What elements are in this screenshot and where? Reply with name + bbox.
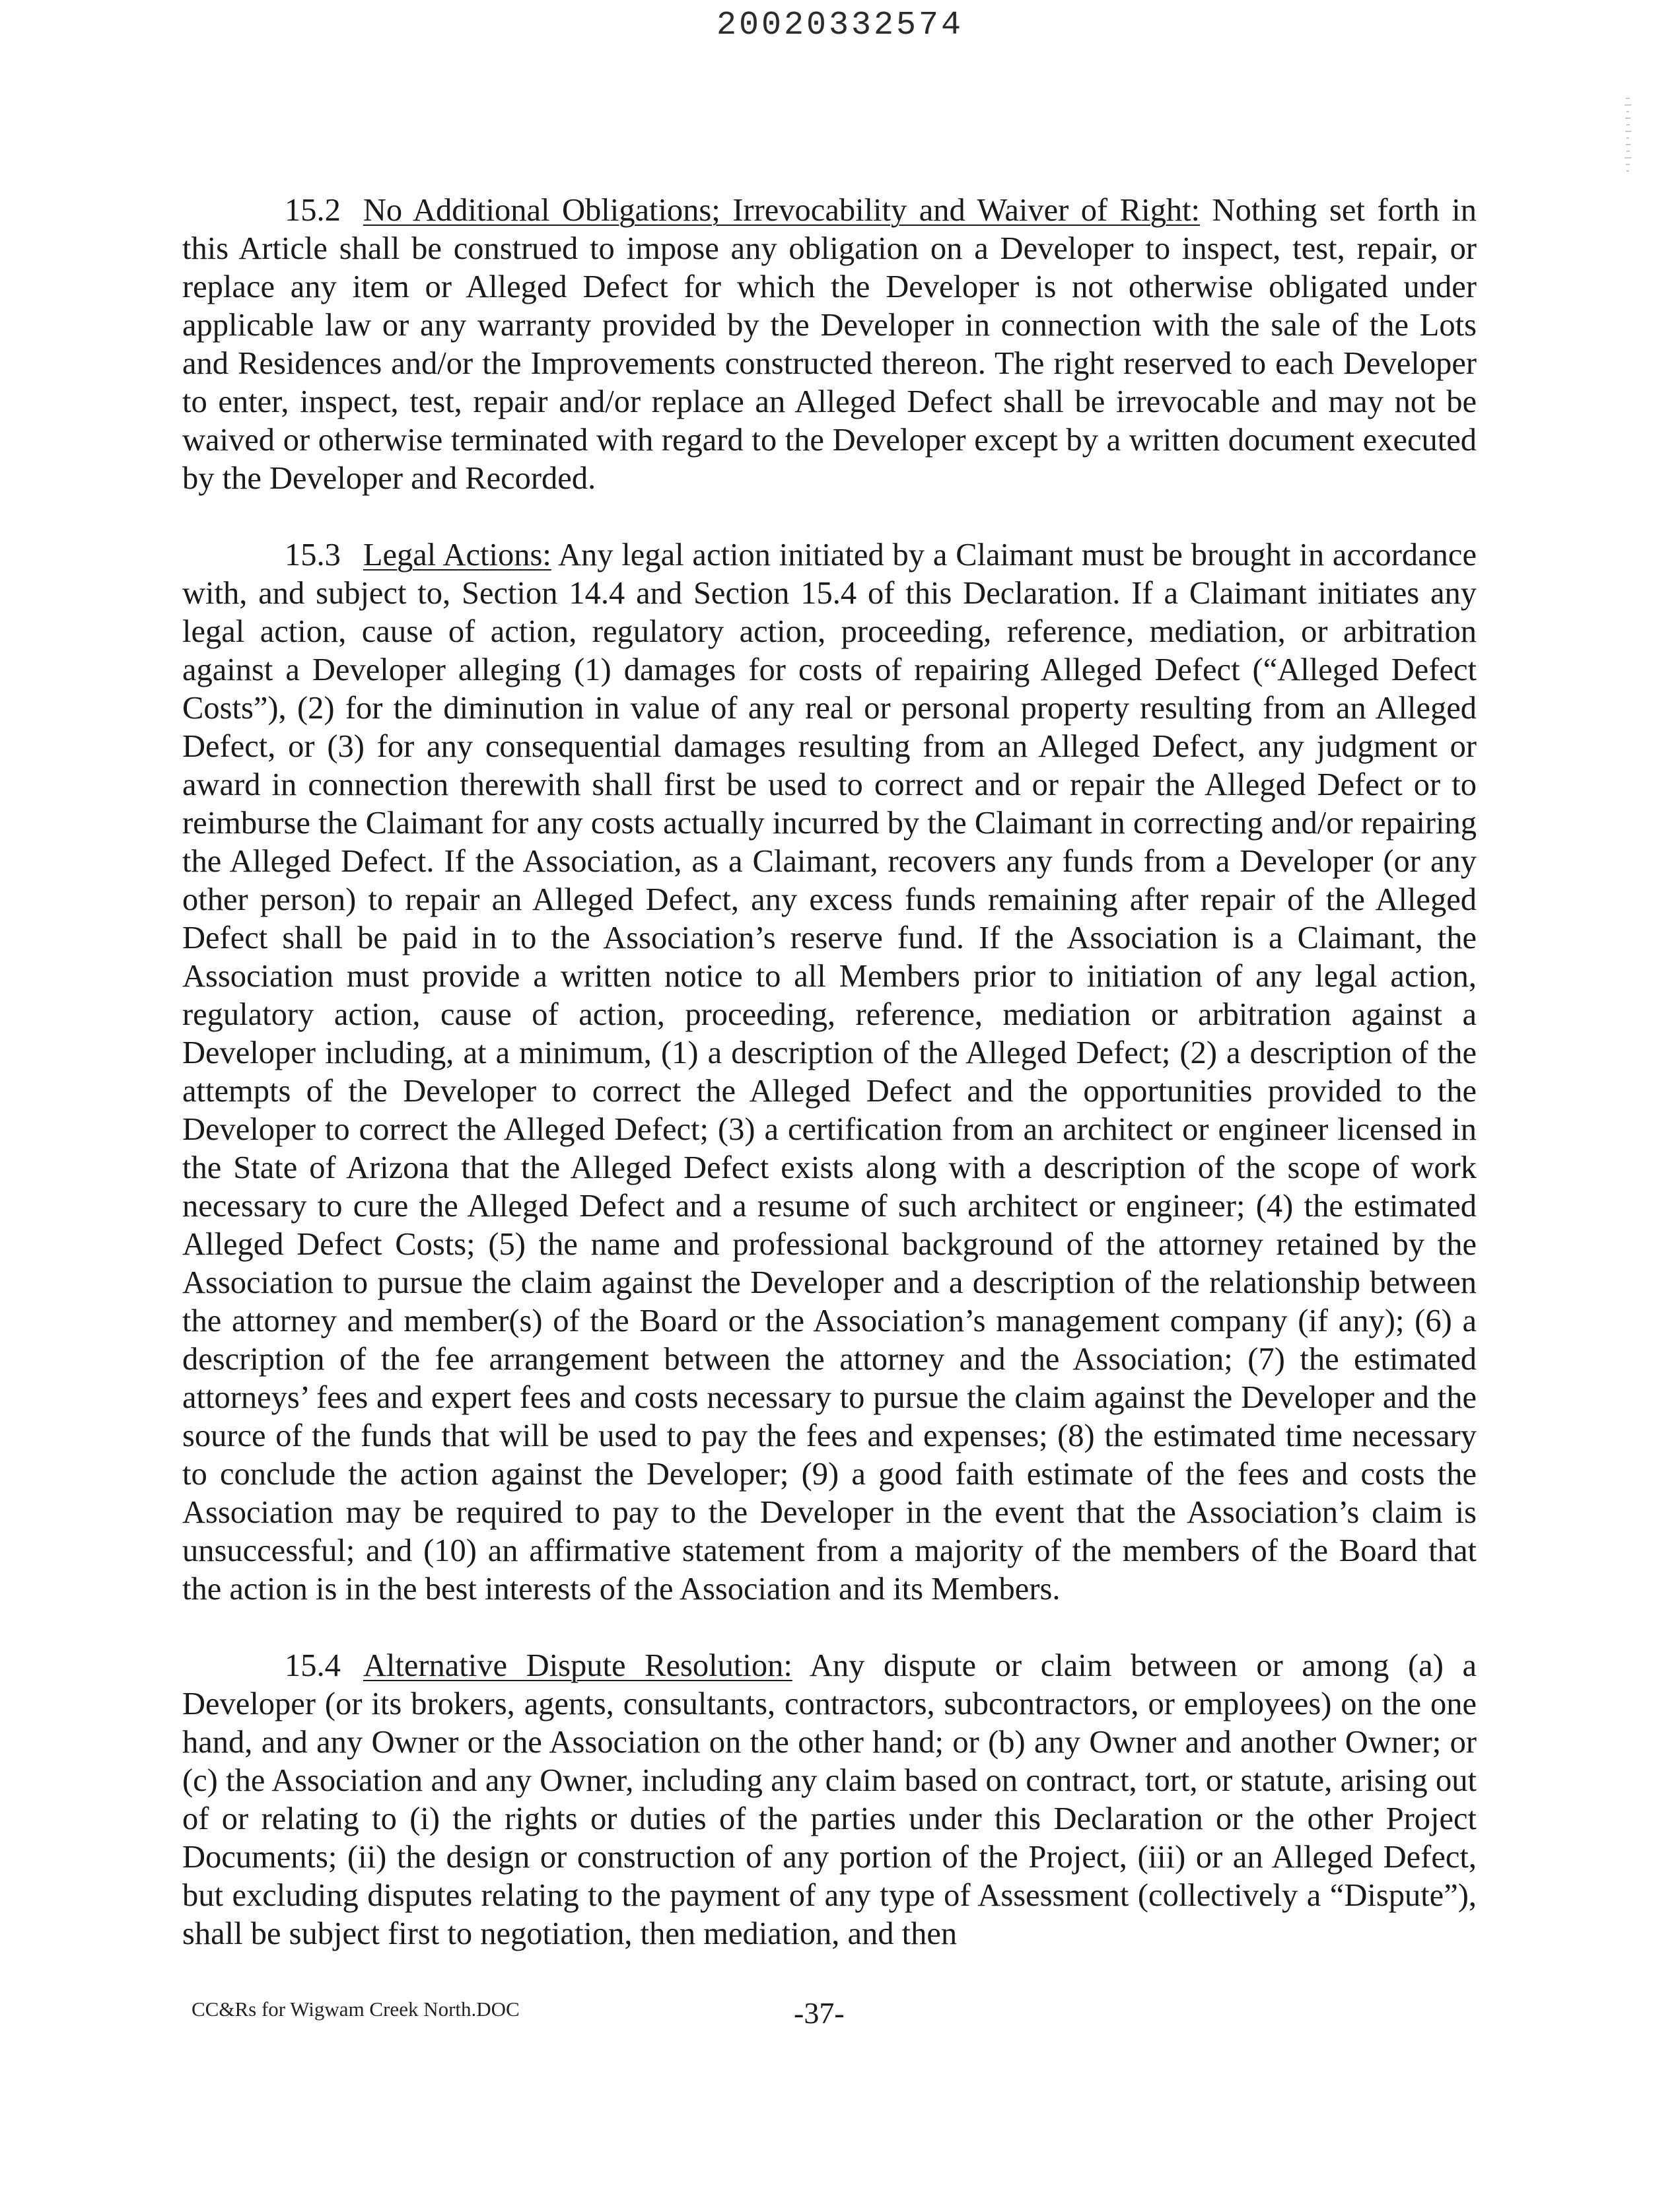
section-title: Legal Actions: [363, 538, 551, 573]
section-title: Alternative Dispute Resolution: [363, 1648, 792, 1683]
section-body: Any dispute or claim between or among (a) a Developer (or its brokers, agents, consultants, contractors, subcontractors, or employees) on the one hand, and any Owner or the Association on the other hand; or (b) any Owner and another Owner; or (c) the Association and any Owner, including any claim based on contract, tort, or statute, arising out of or relating to (i) the rights or duties of the parties under this Declaration or the other Project Documents; (ii) the design or construction of any portion of the Project, (iii) or an Alleged Defect, but excluding disputes relating to the payment of any type of Assessment (collectively a “Dispute”), shall be subject first to negotiation, then mediation, and then [182, 1648, 1477, 1951]
section-title: No Additional Obligations; Irrevocability and Waiver of Right: [363, 193, 1201, 228]
section-15-3 [182, 536, 1477, 1609]
footer-page-number: -37- [794, 1996, 845, 2030]
section-number: 15.3 [285, 538, 341, 573]
section-15-4 [182, 1647, 1477, 1953]
document-body [182, 191, 1477, 1953]
section-number: 15.4 [285, 1648, 341, 1683]
scan-margin-marks [1611, 92, 1644, 264]
footer-filename: CC&Rs for Wigwam Creek North.DOC [192, 1997, 520, 2021]
section-number: 15.2 [285, 193, 341, 228]
section-body: Any legal action initiated by a Claimant must be brought in accordance with, and subject to, Section 14.4 and Section 15.4 of this Declaration. If a Claimant initiates any legal action, cause of action, regulatory action, proceeding, reference, mediation, or arbitration against a Developer alleging (1) damages for costs of repairing Alleged Defect (“Alleged Defect Costs”), (2) for the diminution in value of any real or personal property resulting from an Alleged Defect, or (3) for any consequential damages resulting from an Alleged Defect, any judgment or award in connection therewith shall first be used to correct and or repair the Alleged Defect or to reimburse the Claimant for any costs actually incurred by the Claimant in correcting and/or repairing the Alleged Defect. If the Association, as a Claimant, recovers any funds from a Developer (or any other person) to repair an Alleged Defect, any excess funds remaining after repair of the Alleged Defect shall be paid in to the Association’s reserve fund. If the Association is a Claimant, the Association must provide a written notice to all Members prior to initiation of any legal action, regulatory action, cause of action, proceeding, reference, mediation or arbitration against a Developer including, at a minimum, (1) a description of the Alleged Defect; (2) a description of the attempts of the Developer to correct the Alleged Defect and the opportunities provided to the Developer to correct the Alleged Defect; (3) a certification from an architect or engineer licensed in the State of Arizona that the Alleged Defect exists along with a description of the scope of work necessary to cure the Alleged Defect and a resume of such architect or engineer; (4) the estimated Alleged Defect Costs; (5) the name and professional background of the attorney retained by the Association to pursue the claim against the Developer and a description of the relationship between the attorney and member(s) of the Board or the Association’s management company (if any); (6) a description of the fee arrangement between the attorney and the Association; (7) the estimated attorneys’ fees and expert fees and costs necessary to pursue the claim against the Developer and the source of the funds that will be used to pay the fees and expenses; (8) the estimated time necessary to conclude the action against the Developer; (9) a good faith estimate of the fees and costs the Association may be required to pay to the Developer in the event that the Association’s claim is unsuccessful; and (10) an affirmative statement from a majority of the members of the Board that the action is in the best interests of the Association and its Members. [182, 538, 1477, 1607]
document-number: 20020332574 [716, 7, 964, 44]
section-body: Nothing set forth in this Article shall be construed to impose any obligation on a Developer to inspect, test, repair, or replace any item or Alleged Defect for which the Developer is not otherwise obligated under applicable law or any warranty provided by the Developer in connection with the sale of the Lots and Residences and/or the Improvements constructed thereon. The right reserved to each Developer to enter, inspect, test, repair and/or replace an Alleged Defect shall be irrevocable and may not be waived or otherwise terminated with regard to the Developer except by a written document executed by the Developer and Recorded. [182, 193, 1477, 496]
section-15-2 [182, 191, 1477, 498]
